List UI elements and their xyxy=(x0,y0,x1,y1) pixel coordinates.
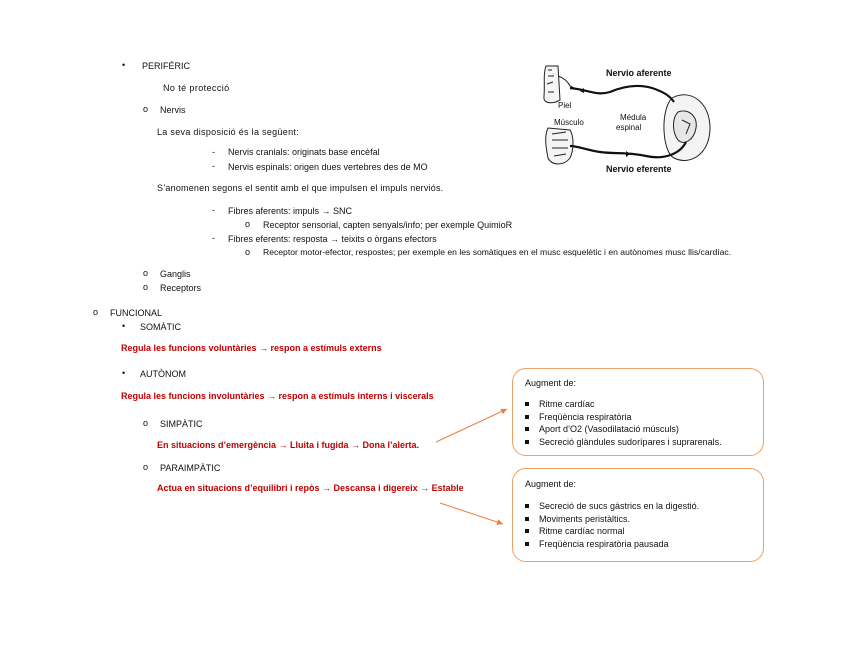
label-medula: Médula xyxy=(620,113,647,122)
bullet-dot: • xyxy=(122,368,126,378)
list-item: Freqüència respiratòria xyxy=(525,412,632,422)
arrow-parasimpatic xyxy=(440,503,503,524)
heading-autonom: AUTÒNOM xyxy=(140,369,186,379)
item-fibres-aferents: Fibres aferents: impuls → SNC xyxy=(228,206,353,216)
box-parasimpatic xyxy=(512,468,764,562)
bullet-circle: o xyxy=(245,219,251,229)
box-simpatic xyxy=(512,368,764,456)
bullet-circle: o xyxy=(93,307,99,317)
text-no-proteccio: No té protecció xyxy=(163,83,230,93)
bullet-dash: - xyxy=(212,205,215,215)
list-item: Ritme cardíac normal xyxy=(525,526,625,536)
bullet-circle: o xyxy=(143,268,149,278)
item-nervis-cranials: Nervis cranials: originats base encèfal xyxy=(228,147,380,157)
text-parasimpatic-desc: Actua en situacions d’equilibri i repòs → Descansa i digereix → Estable xyxy=(157,483,464,493)
heading-periferic: PERIFÉRIC xyxy=(142,61,191,71)
bullet-dot: • xyxy=(122,60,126,70)
list-item: Secreció glàndules sudorípares i suprarenals. xyxy=(525,437,722,447)
item-fibres-eferents: Fibres eferents: resposta → teixits o òrgans efectors xyxy=(228,234,437,244)
text-anomenen: S’anomenen segons el sentit amb el que impulsen el impuls nerviós. xyxy=(157,183,444,193)
label-musculo: Músculo xyxy=(554,118,584,127)
label-nervio-aferente: Nervio aferente xyxy=(606,68,672,78)
box-parasimpatic-title: Augment de: xyxy=(525,479,577,489)
item-ganglis: Ganglis xyxy=(160,269,191,279)
text-disposicio: La seva disposició és la següent: xyxy=(157,127,299,137)
bullet-circle: o xyxy=(143,462,149,472)
list-item: Secreció de sucs gàstrics en la digestió. xyxy=(525,501,699,511)
bullet-circle: o xyxy=(143,104,149,114)
bullet-dot: • xyxy=(122,321,126,331)
heading-funcional: FUNCIONAL xyxy=(110,308,163,318)
list-item: Aport d’O2 (Vasodilatació músculs) xyxy=(525,424,679,434)
text-somatic-desc: Regula les funcions voluntàries → respon a estímuls externs xyxy=(121,343,382,353)
item-receptors: Receptors xyxy=(160,283,202,293)
item-receptor-motor: Receptor motor-efector, respostes; per exemple en les somàtiques en el musc esquelètic i en autònomes musc llis/cardíac. xyxy=(263,247,732,257)
label-nervio-eferente: Nervio eferente xyxy=(606,164,672,174)
label-espinal: espinal xyxy=(616,123,642,132)
list-item: Freqüència respiratòria pausada xyxy=(525,539,669,549)
arrow-simpatic xyxy=(436,409,507,442)
heading-parasimpatic: PARAIMPÀTIC xyxy=(160,463,221,473)
text-autonom-desc: Regula les funcions involuntàries → respon a estímuls interns i viscerals xyxy=(121,391,434,401)
text-simpatic-desc: En situacions d’emergència → Lluita i fugida → Dona l’alerta. xyxy=(157,440,420,450)
list-item: Ritme cardíac xyxy=(525,399,595,409)
bullet-dash: - xyxy=(212,147,215,157)
reflex-arc-diagram xyxy=(540,62,720,180)
bullet-circle: o xyxy=(143,282,149,292)
box-simpatic-title: Augment de: xyxy=(525,378,577,388)
bullet-dash: - xyxy=(212,161,215,171)
item-nervis: Nervis xyxy=(160,105,186,115)
item-nervis-espinals: Nervis espinals: origen dues vertebres des de MO xyxy=(228,162,428,172)
item-receptor-sensorial: Receptor sensorial, capten senyals/info; per exemple QuimioR xyxy=(263,220,513,230)
label-piel: Piel xyxy=(558,101,572,110)
bullet-circle: o xyxy=(245,247,251,257)
bullet-dash: - xyxy=(212,233,215,243)
heading-simpatic: SIMPÀTIC xyxy=(160,419,203,429)
heading-somatic: SOMÀTIC xyxy=(140,322,182,332)
bullet-circle: o xyxy=(143,418,149,428)
list-item: Moviments peristàltics. xyxy=(525,514,630,524)
